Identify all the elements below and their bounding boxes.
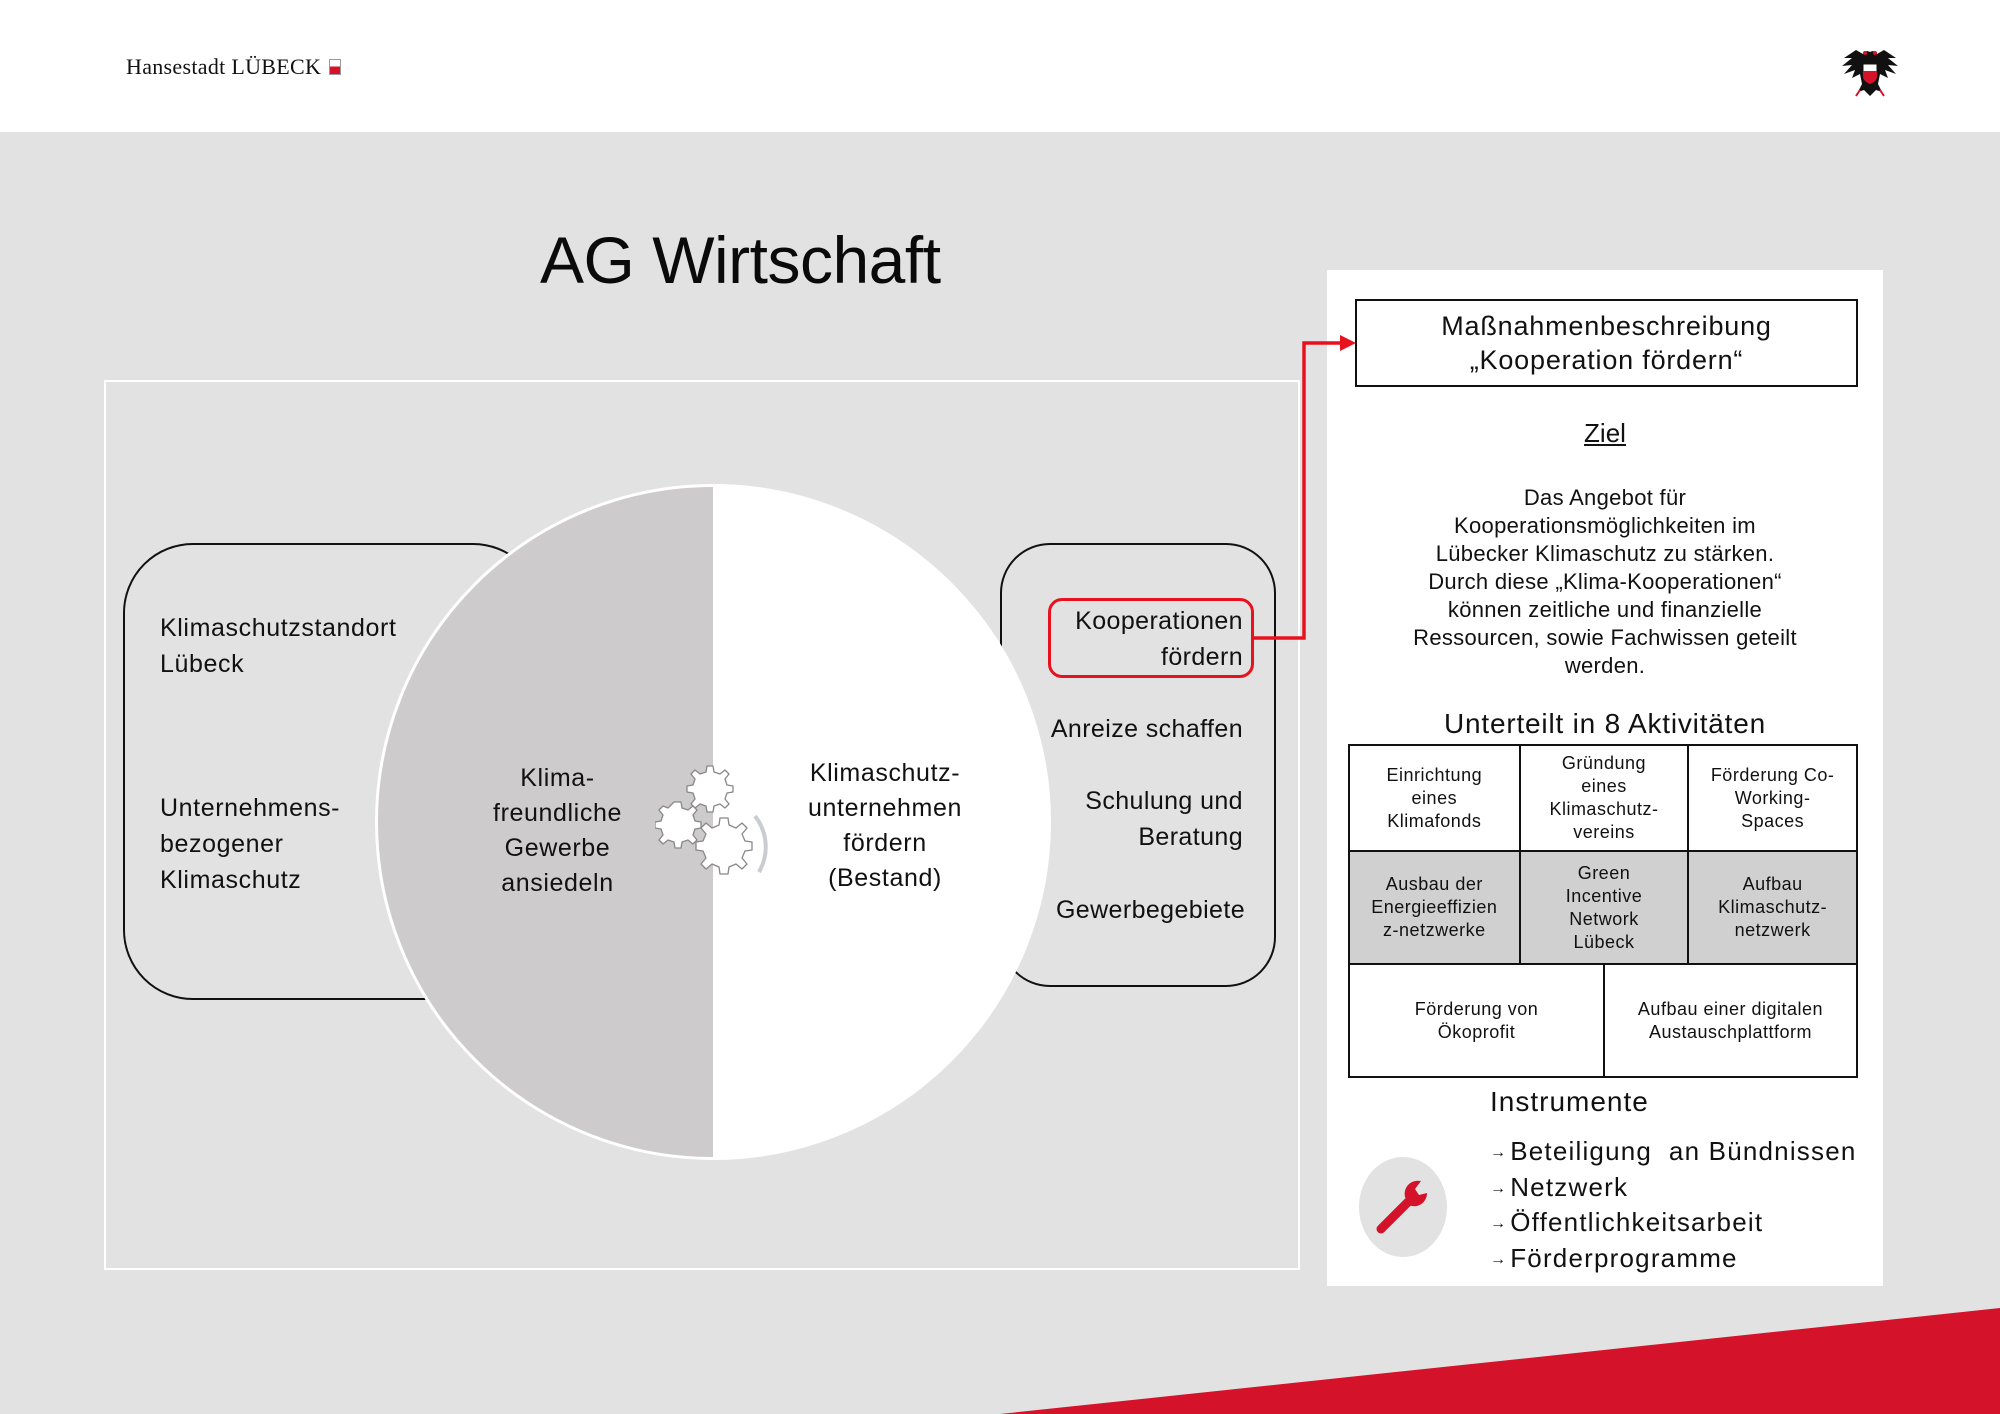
activity-line: Lübeck <box>1573 931 1635 952</box>
measure-heading-line2: „Kooperation fördern“ <box>1469 345 1744 375</box>
activity-line: Working- <box>1734 787 1811 808</box>
activity-line: Network <box>1569 908 1639 929</box>
instrument-item: → Beteiligung an Bündnissen <box>1490 1136 1857 1172</box>
right-item-line: Kooperationen <box>1075 607 1243 635</box>
activity-line: Klimaschutz- <box>1549 799 1659 819</box>
activity-line: Klimafonds <box>1387 810 1482 831</box>
description-line: Ressourcen, sowie Fachwissen geteilt <box>1413 625 1797 650</box>
left-item-line: Klimaschutz <box>160 866 302 894</box>
activity-line: Aufbau <box>1742 874 1803 894</box>
circle-right-line: unternehmen <box>808 794 962 822</box>
activity-line: z-netzwerke <box>1383 920 1486 940</box>
circle-right-line: (Bestand) <box>828 864 942 892</box>
activity-line: Austauschplattform <box>1648 1021 1813 1042</box>
description-line: werden. <box>1564 653 1646 678</box>
activity-line: Ausbau der <box>1385 874 1483 894</box>
activity-line: Green <box>1577 862 1631 883</box>
description-line: können zeitliche und finanzielle <box>1447 597 1763 622</box>
left-item-line: Unternehmens- <box>160 794 341 822</box>
circle-right-line: Klimaschutz- <box>809 759 961 787</box>
right-item-gewerbegebiete: Gewerbegebiete <box>1055 896 1245 924</box>
instrument-item: → Netzwerk <box>1490 1172 1857 1208</box>
circle-left-line: freundliche <box>493 799 622 827</box>
activity-line: eines <box>1411 787 1458 808</box>
activity-line: Incentive <box>1565 885 1643 906</box>
activity-line: Aufbau einer digitalen <box>1637 998 1824 1019</box>
activity-line: Ökoprofit <box>1437 1021 1516 1042</box>
activities-heading: Unterteilt in 8 Aktivitäten <box>1444 708 1766 739</box>
right-item-line: Beratung <box>1138 823 1243 851</box>
circle-left-line: ansiedeln <box>501 869 614 897</box>
circle-right-line: fördern <box>843 829 927 857</box>
right-item-line: fördern <box>1160 643 1243 671</box>
description-line: Lübecker Klimaschutz zu stärken. <box>1435 541 1775 566</box>
circle-left-line: Klima- <box>520 764 595 792</box>
activity-line: Spaces <box>1741 810 1805 831</box>
activity-line: Energieeffizien <box>1371 897 1498 917</box>
instrument-item: → Öffentlichkeitsarbeit <box>1490 1207 1857 1243</box>
description-line: Durch diese „Klima-Kooperationen“ <box>1428 569 1782 594</box>
activity-line: Einrichtung <box>1386 764 1483 785</box>
instruments-heading: Instrumente <box>1490 1086 1649 1117</box>
left-item-line: Lübeck <box>160 650 245 678</box>
left-item-line: Klimaschutzstandort <box>160 614 397 642</box>
page-title: AG Wirtschaft <box>540 223 941 297</box>
brand-name: Hansestadt LÜBECK <box>126 54 322 79</box>
right-item-line: Schulung und <box>1085 787 1243 815</box>
right-item-anreize: Anreize schaffen <box>1050 715 1243 743</box>
activity-line: Förderung von <box>1414 998 1539 1019</box>
activity-line: netzwerk <box>1734 920 1811 940</box>
circle-left-line: Gewerbe <box>504 834 611 862</box>
measure-heading-line1: Maßnahmenbeschreibung <box>1441 311 1772 341</box>
activity-line: Klimaschutz- <box>1718 897 1828 917</box>
ziel-label: Ziel <box>1584 418 1626 448</box>
activity-line: eines <box>1581 776 1627 796</box>
instrument-item: → Förderprogramme <box>1490 1243 1857 1279</box>
description-line: Das Angebot für <box>1523 485 1687 510</box>
activity-line: Förderung Co- <box>1710 764 1835 785</box>
activity-line: Gründung <box>1561 753 1646 773</box>
activity-line: vereins <box>1573 822 1635 842</box>
description-line: Kooperationsmöglichkeiten im <box>1454 513 1756 538</box>
left-item-line: bezogener <box>160 830 284 858</box>
